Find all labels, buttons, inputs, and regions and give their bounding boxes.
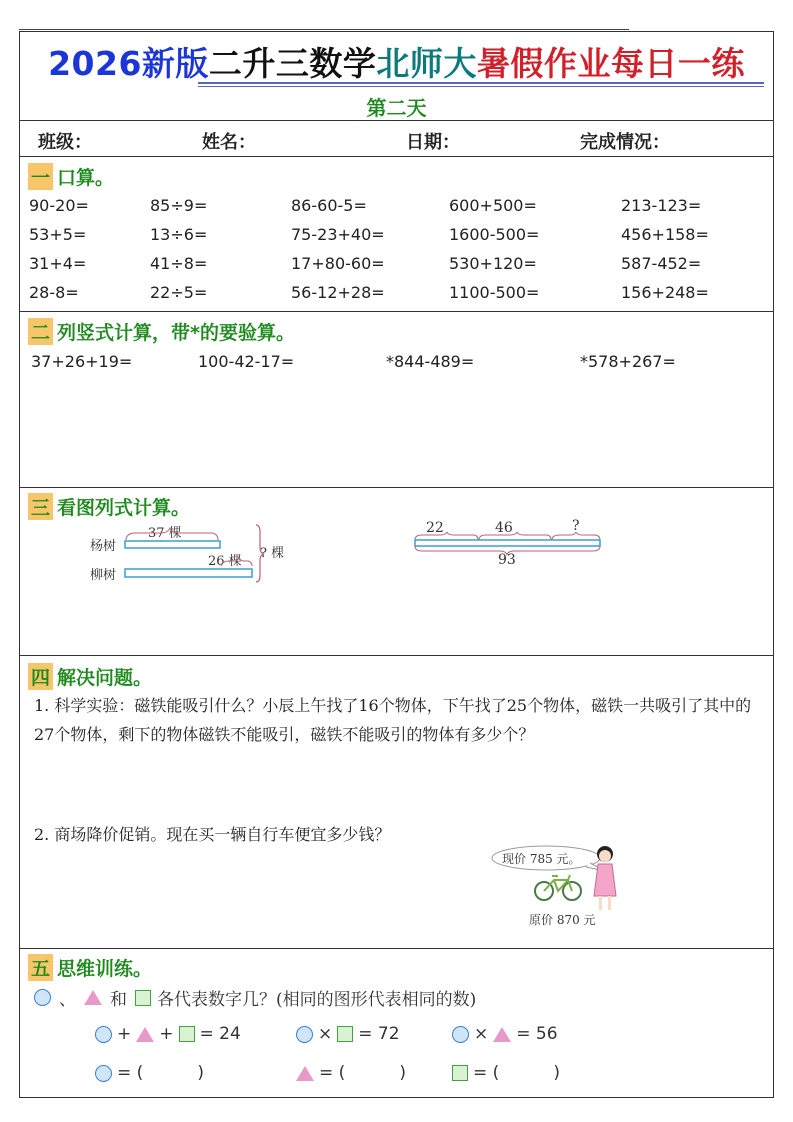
- title-part-edition: 2026新版: [48, 44, 209, 83]
- separator-text: 、: [59, 990, 76, 1010]
- math-item: 75-23+40=: [291, 225, 385, 244]
- segment-label-b: 46: [495, 520, 513, 536]
- triangle-shape-icon: [296, 1066, 314, 1081]
- square-shape-icon: [135, 990, 151, 1006]
- row-label-willow: 柳树: [90, 568, 117, 583]
- circle-shape-icon: [34, 989, 51, 1006]
- tree-bars-graphic: [120, 520, 270, 584]
- girl-figure: [590, 844, 620, 914]
- equation-result: = 72: [358, 1024, 400, 1044]
- answer-blank[interactable]: = ( ): [319, 1063, 406, 1083]
- question-text: 各代表数字几？(相同的图形代表相同的数): [157, 990, 477, 1010]
- current-price-text: 现价 785 元。: [502, 852, 581, 866]
- title-part-publisher: 北师大: [376, 44, 477, 83]
- segment-label-unknown: ?: [572, 518, 580, 534]
- equation-result: = 56: [516, 1024, 558, 1044]
- problem-2-text: 2. 商场降价促销。现在买一辆自行车便宜多少钱？: [34, 825, 391, 844]
- divider: [20, 311, 773, 312]
- math-item: 156+248=: [621, 283, 709, 302]
- math-item: 56-12+28=: [291, 283, 385, 302]
- total-label: ? 棵: [260, 546, 285, 561]
- answer-circle: [95, 1063, 204, 1083]
- divider: [20, 655, 773, 656]
- bicycle-icon: [532, 872, 584, 902]
- math-item: 41÷8=: [150, 254, 208, 273]
- day-label: 第二天: [366, 96, 427, 120]
- math-item: 53+5=: [29, 225, 87, 244]
- title-part-series: 暑假作业每日一练: [476, 44, 745, 83]
- page-title: [20, 38, 773, 85]
- math-item: 1600-500=: [449, 225, 540, 244]
- math-item: 85÷9=: [150, 196, 208, 215]
- title-underline-2: [198, 86, 764, 87]
- divider: [20, 156, 773, 157]
- section-number: 三: [28, 493, 53, 520]
- math-item: 28-8=: [29, 283, 79, 302]
- math-item: 600+500=: [449, 196, 537, 215]
- vertical-calc-item: 37+26+19=: [31, 352, 133, 371]
- section-number: 一: [28, 163, 53, 190]
- class-field: 班级：: [38, 132, 92, 153]
- vertical-calc-item: *844-489=: [386, 352, 475, 371]
- square-shape-icon: [179, 1026, 195, 1042]
- section-title: 看图列式计算。: [57, 497, 191, 519]
- times-sign: ×: [318, 1024, 333, 1044]
- section-title: 思维训练。: [57, 958, 153, 980]
- original-price-text: 原价 870 元: [529, 913, 596, 927]
- poplar-count-label: 37 棵: [148, 526, 182, 541]
- circle-shape-icon: [95, 1026, 112, 1043]
- status-field: 完成情况：: [580, 132, 670, 153]
- equation-3: [452, 1024, 558, 1044]
- math-item: 1100-500=: [449, 283, 540, 302]
- square-shape-icon: [452, 1065, 468, 1081]
- segment-label-a: 22: [426, 520, 444, 536]
- math-item: 90-20=: [29, 196, 89, 215]
- divider: [20, 948, 773, 949]
- divider: [20, 120, 773, 121]
- shape-question: [34, 985, 476, 1010]
- equation-result: = 24: [199, 1024, 241, 1044]
- vertical-calc-item: *578+267=: [580, 352, 676, 371]
- segment-total-label: 93: [498, 552, 516, 568]
- worksheet: [19, 31, 774, 1098]
- equation-1: [95, 1024, 241, 1044]
- plus-sign: +: [159, 1024, 174, 1044]
- answer-blank[interactable]: = ( ): [473, 1063, 560, 1083]
- divider: [20, 487, 773, 488]
- math-item: 213-123=: [621, 196, 702, 215]
- times-sign: ×: [474, 1024, 489, 1044]
- circle-shape-icon: [296, 1026, 313, 1043]
- date-field: 日期：: [406, 132, 460, 153]
- row-label-poplar: 杨树: [90, 539, 117, 554]
- section-4-heading: [28, 663, 152, 690]
- section-title: 解决问题。: [57, 667, 153, 689]
- math-item: 587-452=: [621, 254, 702, 273]
- section-title: 列竖式计算，带*的要验算。: [57, 322, 295, 344]
- math-item: 31+4=: [29, 254, 87, 273]
- answer-square: [452, 1063, 560, 1083]
- section-title: 口算。: [57, 167, 115, 189]
- circle-shape-icon: [452, 1026, 469, 1043]
- segment-bar-graphic: [410, 532, 610, 556]
- math-item: 530+120=: [449, 254, 537, 273]
- triangle-shape-icon: [84, 990, 102, 1005]
- vertical-calc-item: 100-42-17=: [198, 352, 295, 371]
- circle-shape-icon: [95, 1065, 112, 1082]
- math-item: 13÷6=: [150, 225, 208, 244]
- triangle-shape-icon: [136, 1027, 154, 1042]
- math-item: 86-60-5=: [291, 196, 367, 215]
- equation-2: [296, 1024, 400, 1044]
- section-number: 五: [28, 954, 53, 981]
- problem-1-text: 1. 科学实验：磁铁能吸引什么？小辰上午找了16个物体，下午找了25个物体，磁铁一共吸引了其中的27个物体，剩下的物体磁铁不能吸引，磁铁不能吸引的物体有多少个？: [34, 696, 752, 744]
- math-item: 22÷5=: [150, 283, 208, 302]
- math-item: 456+158=: [621, 225, 709, 244]
- answer-triangle: [296, 1063, 406, 1083]
- and-text: 和: [110, 990, 127, 1010]
- square-shape-icon: [337, 1026, 353, 1042]
- difference-label: 26 棵: [208, 554, 242, 569]
- section-5-heading: [28, 954, 152, 981]
- title-underline: [198, 82, 764, 84]
- math-item: 17+80-60=: [291, 254, 385, 273]
- section-number: 四: [28, 663, 53, 690]
- top-rule: [19, 29, 629, 30]
- section-1-heading: [28, 163, 114, 190]
- name-field: 姓名：: [202, 132, 256, 153]
- section-3-heading: [28, 493, 190, 520]
- title-part-grade: 二升三数学: [208, 44, 377, 83]
- answer-blank[interactable]: = ( ): [117, 1063, 204, 1083]
- plus-sign: +: [117, 1024, 132, 1044]
- section-2-heading: [28, 318, 295, 345]
- triangle-shape-icon: [493, 1027, 511, 1042]
- section-number: 二: [28, 318, 53, 345]
